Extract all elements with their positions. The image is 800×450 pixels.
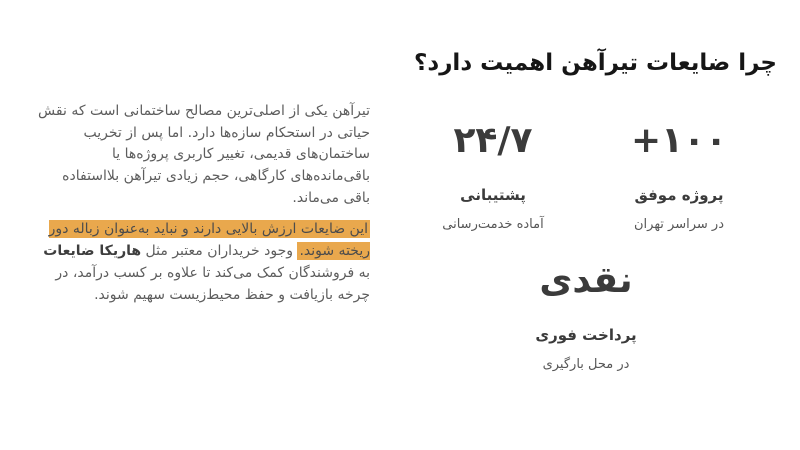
stat-support-description: آماده خدمت‌رسانی xyxy=(442,216,544,232)
highlighted-sentence: این ضایعات ارزش بالایی دارند و نباید به‌عنوان زباله دور ریخته شوند. xyxy=(48,221,370,260)
stat-projects-value: +۱۰۰ xyxy=(630,120,728,161)
intro-paragraph-2 xyxy=(32,219,370,306)
intro-text-block xyxy=(32,101,370,306)
stat-successful-projects xyxy=(586,122,772,232)
paragraph2-text-after-brand: به فروشندگان کمک می‌کند تا علاوه بر کسب درآمد، در چرخه بازیافت و حفظ محیط‌زیست سهیم شوند. xyxy=(55,264,370,303)
stats-grid xyxy=(400,122,772,372)
stat-cash-description: در محل بارگیری xyxy=(542,356,630,372)
stat-cash-value: نقدی xyxy=(539,259,633,301)
stat-support-value: ۲۴/۷ xyxy=(453,120,533,161)
stat-support-label: پشتیبانی xyxy=(460,185,526,204)
stat-projects-description: در سراسر تهران xyxy=(633,216,725,232)
stat-cash-label: پرداخت فوری xyxy=(535,325,637,344)
section-title: چرا ضایعات تیرآهن اهمیت دارد؟ xyxy=(414,50,777,76)
stat-support xyxy=(400,122,586,232)
paragraph2-text-before-brand: وجود خریداران معتبر مثل xyxy=(141,243,298,260)
brand-name: هاریکا ضایعات xyxy=(43,243,142,260)
stat-cash-payment xyxy=(535,259,637,372)
intro-paragraph-1: تیرآهن یکی از اصلی‌ترین مصالح ساختمانی است که نقش حیاتی در استحکام سازه‌ها دارد. اما پس از تخریب ساختمان‌های قدیمی، تغییر کاربری پروژه‌ها یا باقی‌مانده‌های کارگاهی، حجم زیادی تیرآهن بلااستفاده باقی می‌ماند. xyxy=(38,103,370,206)
stat-projects-label: پروژه موفق xyxy=(634,185,724,204)
